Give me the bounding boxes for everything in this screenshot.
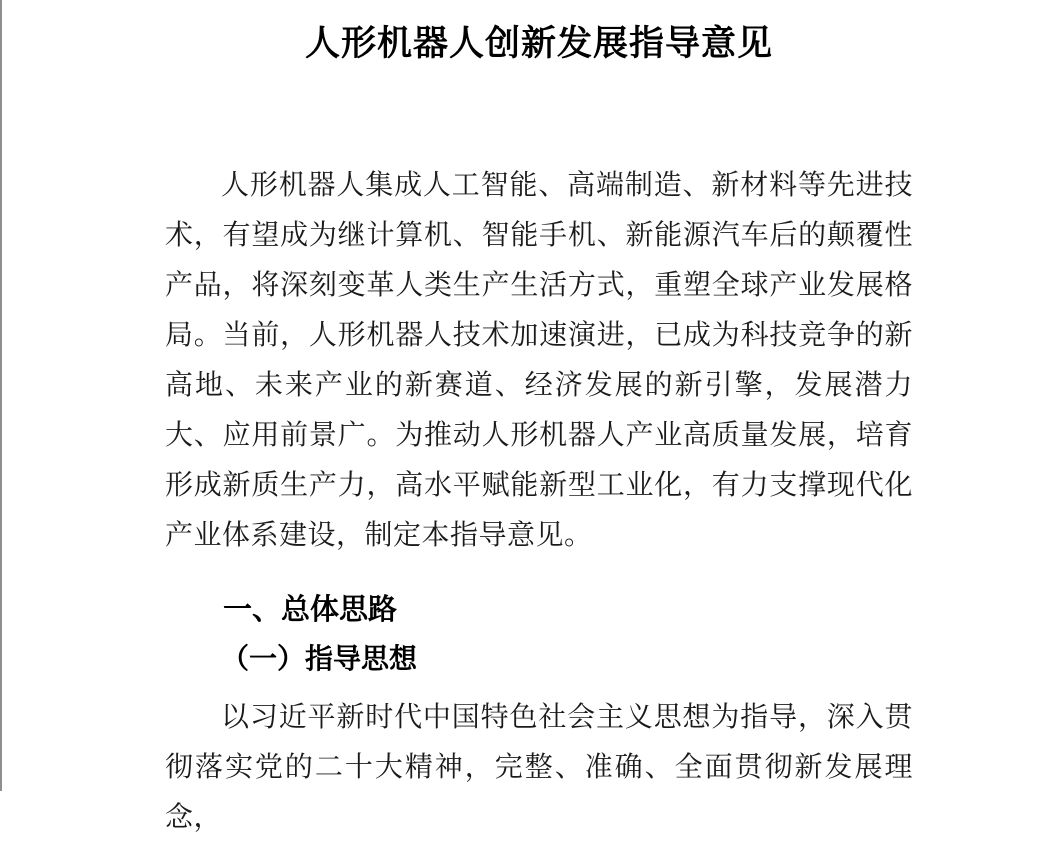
page-left-edge-line bbox=[0, 0, 2, 791]
document-title: 人形机器人创新发展指导意见 bbox=[304, 24, 773, 63]
guiding-ideology-paragraph: 以习近平新时代中国特色社会主义思想为指导，深入贯彻落实党的二十大精神，完整、准确、全面贯彻新发展理念， bbox=[165, 702, 913, 833]
document-body bbox=[165, 0, 913, 843]
subsection-heading-guiding-ideology: （一）指导思想 bbox=[221, 644, 418, 675]
section-heading-overall-approach: 一、总体思路 bbox=[223, 594, 398, 626]
intro-paragraph: 人形机器人集成人工智能、高端制造、新材料等先进技术，有望成为继计算机、智能手机、新能源汽车后的颠覆性产品，将深刻变革人类生产生活方式，重塑全球产业发展格局。当前，人形机器人技术加速演进，已成为科技竞争的新高地、未来产业的新赛道、经济发展的新引擎，发展潜力大、应用前景广。为推动人形机器人产业高质量发展，培育形成新质生产力，高水平赋能新型工业化，有力支撑现代化产业体系建设，制定本指导意见。 bbox=[165, 170, 913, 551]
